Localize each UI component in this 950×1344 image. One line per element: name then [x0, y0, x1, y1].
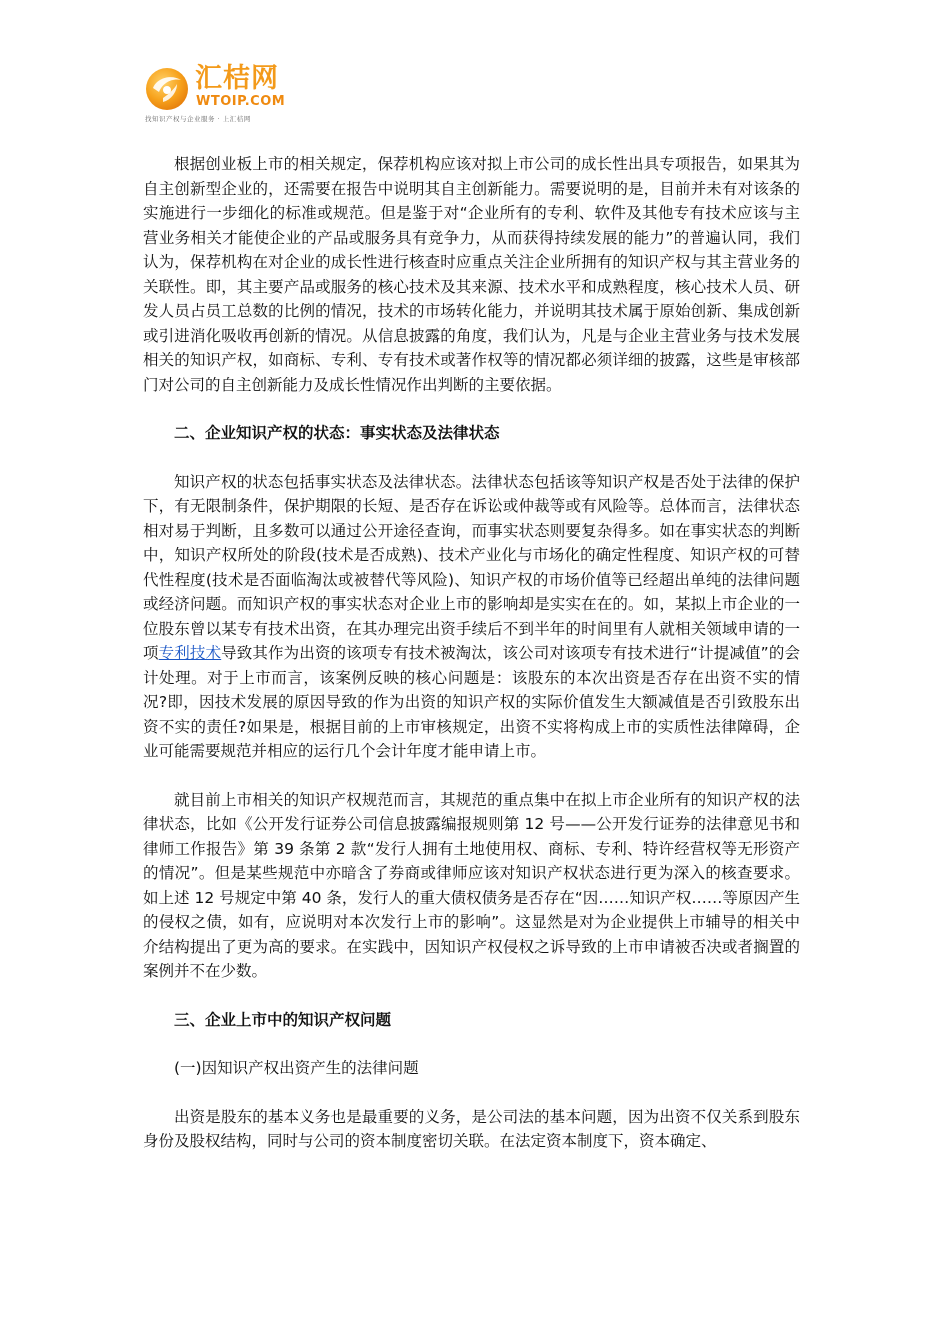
paragraph-2-text-b: 导致其作为出资的该项专有技术被淘汰，该公司对该项专有技术进行“计提减值”的会计处理。对于上市而言，该案例反映的核心问题是：该股东的本次出资是否存在出资不实的情况?即，因技术发展的原因导致的作为出资的知识产权的实际价值发生大额减值是否引致股东出资不实的责任?如果是，根据目前的上市审核规定，出资不实将构成上市的实质性法律障碍，企业可能需要规范并相应的运行几个会计年度才能申请上市。	[143, 644, 800, 760]
paragraph-3: 就目前上市相关的知识产权规范而言，其规范的重点集中在拟上市企业所有的知识产权的法律状态，比如《公开发行证券公司信息披露编报规则第 12 号——公开发行证券的法律意见书和律师工作报告》第 39 条第 2 款“发行人拥有土地使用权、商标、专利、特许经营权等无形资产的情况”。但是某些规范中亦暗含了券商或律师应该对知识产权状态进行更为深入的核查要求。如上述 12 号规定中第 40 条，发行人的重大债权债务是否存在“因……知识产权……等原因产生的侵权之债，如有，应说明对本次发行上市的影响”。这显然是对为企业提供上市辅导的相关中介结构提出了更为高的要求。在实践中，因知识产权侵权之诉导致的上市申请被否决或者搁置的案例并不在少数。	[143, 790, 800, 980]
subheading-1: (一)因知识产权出资产生的法律问题	[174, 1059, 419, 1077]
wtoip-logo-icon	[143, 64, 191, 112]
patent-technology-link[interactable]: 专利技术	[158, 644, 222, 662]
wtoip-logo	[143, 62, 303, 128]
logo-name-en: WTOIP.COM	[196, 94, 286, 109]
section-heading-3: 三、企业上市中的知识产权问题	[174, 1010, 392, 1029]
paragraph-2	[143, 470, 800, 764]
logo-name-cn: 汇桔网	[195, 63, 279, 94]
paragraph-1: 根据创业板上市的相关规定，保荐机构应该对拟上市公司的成长性出具专项报告，如果其为自主创新型企业的，还需要在报告中说明其自主创新能力。需要说明的是，目前并未有对该条的实施进行一步细化的标准或规范。但是鉴于对“企业所有的专利、软件及其他专有技术应该与主营业务相关才能使企业的产品或服务具有竞争力，从而获得持续发展的能力”的普遍认同，我们认为，保荐机构在对企业的成长性进行核查时应重点关注企业所拥有的知识产权与其主营业务的关联性。即，其主要产品或服务的核心技术及其来源、技术水平和成熟程度，核心技术人员、研发人员占员工总数的比例的情况，技术的市场转化能力，并说明其技术属于原始创新、集成创新或引进消化吸收再创新的情况。从信息披露的角度，我们认为，凡是与企业主营业务与技术发展相关的知识产权，如商标、专利、专有技术或著作权等的情况都必须详细的披露，这些是审核部门对公司的自主创新能力及成长性情况作出判断的主要依据。	[143, 155, 800, 394]
article-body	[143, 152, 800, 1154]
logo-slogan: 找知识产权与企业服务 · 上汇桔网	[145, 115, 251, 123]
paragraph-2-text-a: 知识产权的状态包括事实状态及法律状态。法律状态包括该等知识产权是否处于法律的保护下，有无限制条件，保护期限的长短、是否存在诉讼或仲裁等或有风险等。总体而言，法律状态相对易于判断，且多数可以通过公开途径查询，而事实状态则要复杂得多。如在事实状态的判断中，知识产权所处的阶段(技术是否成熟)、技术产业化与市场化的确定性程度、知识产权的可替代性程度(技术是否面临淘汰或被替代等风险)、知识产权的市场价值等已经超出单纯的法律问题或经济问题。而知识产权的事实状态对企业上市的影响却是实实在在的。如，某拟上市企业的一位股东曾以某专有技术出资，在其办理完出资手续后不到半年的时间里有人就相关领域申请的一项	[143, 472, 800, 662]
section-heading-2: 二、企业知识产权的状态：事实状态及法律状态	[174, 424, 500, 442]
paragraph-4: 出资是股东的基本义务也是最重要的义务，是公司法的基本问题，因为出资不仅关系到股东身份及股权结构，同时与公司的资本制度密切关联。在法定资本制度下，资本确定、	[143, 1107, 800, 1150]
